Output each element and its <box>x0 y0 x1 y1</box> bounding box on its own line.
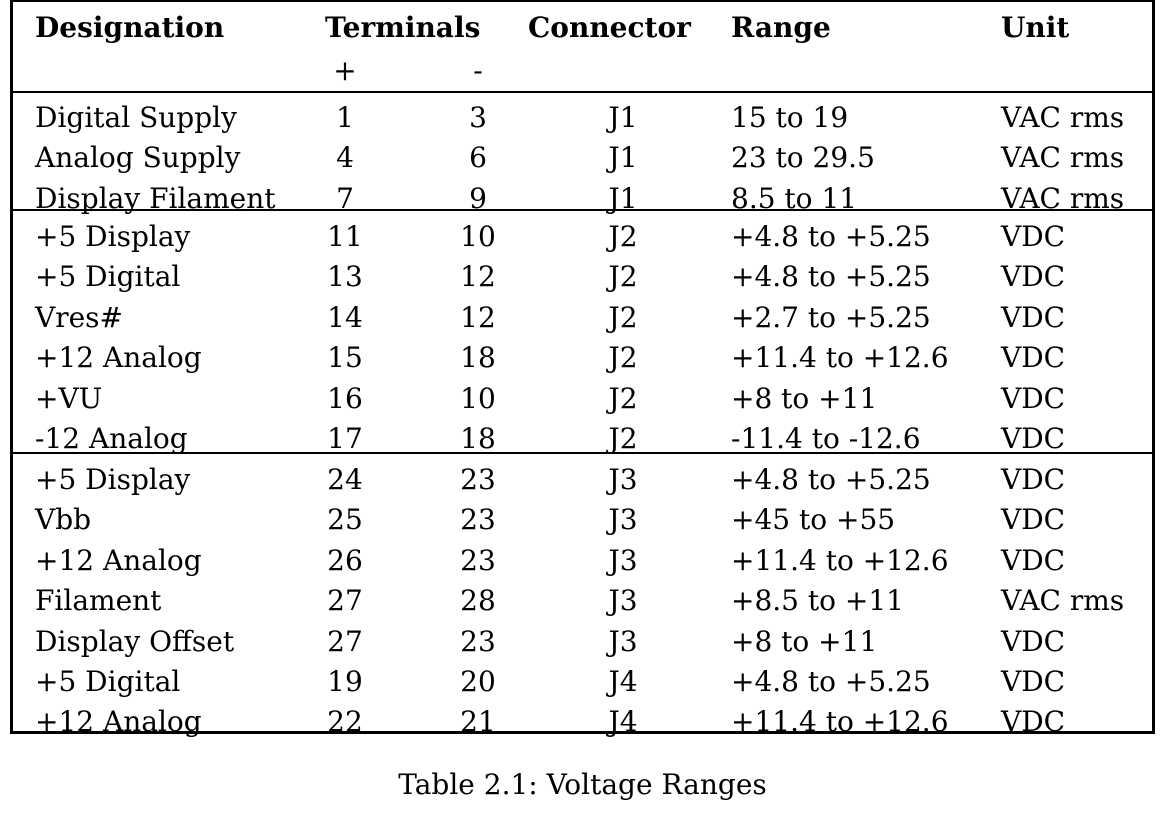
row-unit: VDC <box>1001 705 1066 739</box>
row-range: +11.4 to +12.6 <box>731 341 949 375</box>
row-terminal-minus: 12 <box>460 300 496 334</box>
row-terminal-plus: 17 <box>327 422 363 455</box>
table-row <box>13 338 1152 378</box>
row-terminal-minus: 18 <box>460 422 496 455</box>
row-range: 15 to 19 <box>731 101 849 134</box>
row-terminal-minus: 20 <box>460 665 496 698</box>
table-row <box>13 581 1152 621</box>
row-unit: VDC <box>1001 260 1066 294</box>
subheader-row <box>13 51 1152 91</box>
row-connector: J3 <box>608 584 638 618</box>
row-terminal-plus: 11 <box>327 220 363 253</box>
header-row <box>13 8 1152 48</box>
row-unit: VDC <box>1001 341 1066 375</box>
row-terminal-minus: 23 <box>460 503 496 537</box>
row-range: 8.5 to 11 <box>731 181 858 215</box>
row-designation: +5 Digital <box>35 665 181 698</box>
header-terminal-minus: - <box>473 54 483 87</box>
row-connector: J1 <box>608 141 638 175</box>
row-designation: +12 Analog <box>35 341 202 375</box>
row-unit: VDC <box>1001 665 1066 698</box>
row-connector: J2 <box>608 260 638 294</box>
row-terminal-minus: 12 <box>460 260 496 294</box>
row-connector: J3 <box>608 503 638 537</box>
row-unit: VDC <box>1001 543 1066 577</box>
row-range: -11.4 to -12.6 <box>731 422 921 455</box>
header-rule <box>13 91 1152 93</box>
table-row <box>13 257 1152 297</box>
row-terminal-plus: 15 <box>327 341 363 375</box>
table-row <box>13 98 1152 138</box>
row-terminal-minus: 23 <box>460 463 496 496</box>
row-terminal-plus: 4 <box>336 141 354 175</box>
table-row <box>13 217 1152 257</box>
row-range: 23 to 29.5 <box>731 141 875 175</box>
row-terminal-minus: 10 <box>460 381 496 415</box>
row-designation: +12 Analog <box>35 543 202 577</box>
row-terminal-minus: 28 <box>460 584 496 618</box>
row-range: +8 to +11 <box>731 624 878 658</box>
row-terminal-minus: 18 <box>460 341 496 375</box>
row-connector: J2 <box>608 220 638 253</box>
row-range: +2.7 to +5.25 <box>731 300 931 334</box>
row-range: +8.5 to +11 <box>731 584 904 618</box>
row-unit: VDC <box>1001 220 1066 253</box>
row-unit: VAC rms <box>1001 181 1125 215</box>
table-row <box>13 460 1152 500</box>
row-connector: J3 <box>608 624 638 658</box>
table-row <box>13 702 1152 742</box>
row-unit: VDC <box>1001 463 1066 496</box>
row-designation: +VU <box>35 381 103 415</box>
row-designation: Display Filament <box>35 181 276 215</box>
row-designation: +5 Display <box>35 463 191 496</box>
row-range: +4.8 to +5.25 <box>731 665 931 698</box>
row-unit: VDC <box>1001 381 1066 415</box>
table-row <box>13 298 1152 338</box>
row-connector: J3 <box>608 463 638 496</box>
header-terminal-plus: + <box>333 54 357 87</box>
row-terminal-plus: 27 <box>327 624 363 658</box>
table-row <box>13 419 1152 459</box>
row-connector: J2 <box>608 300 638 334</box>
row-terminal-minus: 10 <box>460 220 496 253</box>
row-terminal-plus: 14 <box>327 300 363 334</box>
row-unit: VDC <box>1001 624 1066 658</box>
table-row <box>13 662 1152 702</box>
row-terminal-plus: 13 <box>327 260 363 294</box>
row-terminal-minus: 21 <box>460 705 496 739</box>
row-designation: Filament <box>35 584 162 618</box>
table-caption: Table 2.1: Voltage Ranges <box>398 768 767 801</box>
row-designation: -12 Analog <box>35 422 188 455</box>
row-unit: VAC rms <box>1001 141 1125 175</box>
row-terminal-minus: 3 <box>469 101 487 134</box>
row-designation: Vres# <box>35 300 124 334</box>
row-unit: VDC <box>1001 300 1066 334</box>
row-terminal-plus: 26 <box>327 543 363 577</box>
row-designation: +5 Digital <box>35 260 181 294</box>
row-designation: +12 Analog <box>35 705 202 739</box>
row-terminal-plus: 16 <box>327 381 363 415</box>
row-connector: J2 <box>608 422 638 455</box>
row-connector: J4 <box>608 665 638 698</box>
row-range: +4.8 to +5.25 <box>731 260 931 294</box>
table-row <box>13 379 1152 419</box>
row-designation: Vbb <box>35 503 92 537</box>
row-terminal-plus: 7 <box>336 181 354 215</box>
header-designation: Designation <box>35 11 225 44</box>
voltage-ranges-table <box>10 0 1155 739</box>
row-connector: J1 <box>608 101 638 134</box>
row-unit: VDC <box>1001 422 1066 455</box>
row-connector: J3 <box>608 543 638 577</box>
header-terminals: Terminals <box>325 11 481 44</box>
row-range: +11.4 to +12.6 <box>731 543 949 577</box>
row-range: +11.4 to +12.6 <box>731 705 949 739</box>
table-row <box>13 500 1152 540</box>
row-range: +4.8 to +5.25 <box>731 463 931 496</box>
row-unit: VAC rms <box>1001 584 1125 618</box>
row-range: +8 to +11 <box>731 381 878 415</box>
row-terminal-plus: 19 <box>327 665 363 698</box>
row-designation: Display Offset <box>35 624 235 658</box>
header-unit: Unit <box>1001 11 1070 44</box>
row-range: +4.8 to +5.25 <box>731 220 931 253</box>
row-terminal-plus: 22 <box>327 705 363 739</box>
row-terminal-plus: 24 <box>327 463 363 496</box>
row-terminal-minus: 6 <box>469 141 487 175</box>
row-designation: +5 Display <box>35 220 191 253</box>
header-range: Range <box>731 11 831 44</box>
row-terminal-plus: 25 <box>327 503 363 537</box>
row-terminal-plus: 27 <box>327 584 363 618</box>
table-row <box>13 179 1152 219</box>
row-designation: Analog Supply <box>35 141 241 175</box>
row-unit: VDC <box>1001 503 1066 537</box>
row-terminal-minus: 23 <box>460 624 496 658</box>
row-connector: J1 <box>608 181 638 215</box>
row-designation: Digital Supply <box>35 101 237 134</box>
top-rule <box>13 0 1152 2</box>
table-row <box>13 622 1152 662</box>
header-connector: Connector <box>528 11 691 44</box>
row-connector: J2 <box>608 381 638 415</box>
row-terminal-minus: 23 <box>460 543 496 577</box>
row-range: +45 to +55 <box>731 503 896 537</box>
row-terminal-minus: 9 <box>469 181 487 215</box>
row-connector: J4 <box>608 705 638 739</box>
row-connector: J2 <box>608 341 638 375</box>
row-terminal-plus: 1 <box>336 101 354 134</box>
table-row <box>13 138 1152 178</box>
row-unit: VAC rms <box>1001 101 1125 134</box>
table-row <box>13 541 1152 581</box>
